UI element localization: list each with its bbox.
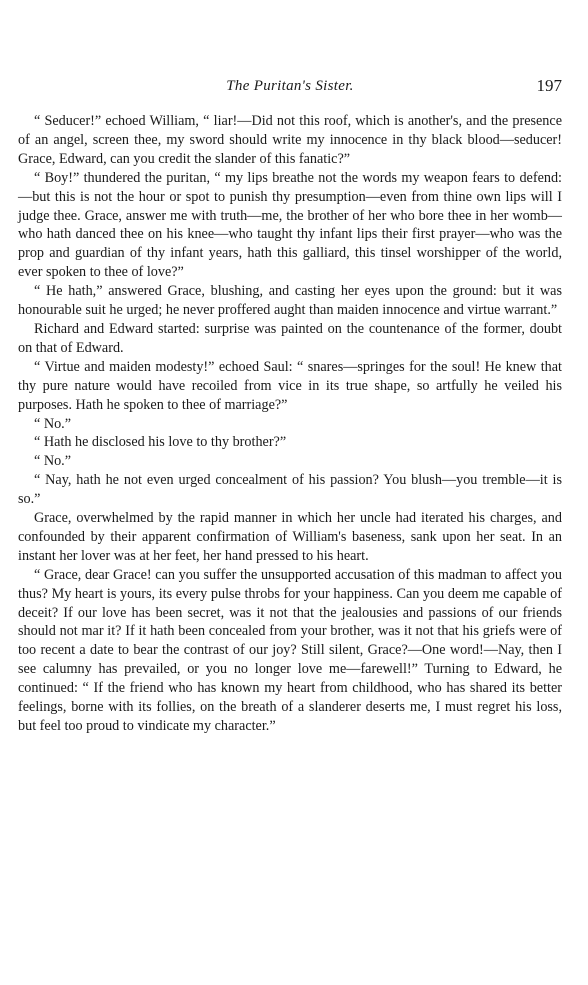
- paragraph: “ Seducer!” echoed William, “ liar!—Did not this roof, which is another's, and the presence of an angel, screen thee, my sword should write my innocence in thy black blood—seducer! Grace, Edward, can you credit the slander of this fanatic?”: [18, 113, 562, 167]
- page-number: 197: [536, 76, 562, 95]
- paragraph: “ Nay, hath he not even urged concealment of his passion? You blush—you tremble—it is so.”: [18, 472, 562, 508]
- paragraph: “ Hath he disclosed his love to thy brother?”: [34, 434, 287, 451]
- paragraph: Richard and Edward started: surprise was painted on the countenance of the former, doubt on that of Edward.: [18, 320, 562, 356]
- paragraph: “ He hath,” answered Grace, blushing, and casting her eyes upon the ground: but it was honourable suit he urged; he never proffered aught than maiden innocence and virtue warrant.”: [18, 283, 562, 319]
- page-header: [18, 78, 562, 100]
- paragraph: “ No.”: [34, 453, 72, 470]
- paragraph: “ Boy!” thundered the puritan, “ my lips breathe not the words my weapon fears to defend:—but this is not the hour or spot to punish thy presumption—even from thine own lips will I judge thee. Grace, answer me with truth—me, the brother of her who bore thee in her womb—who hath danced thee on his knee—who taught thy infant lips their first prayer—who was the prop and guardian of thy infant years, hath this galliard, this tinsel worshipper of the world, ever spoken to thee of love?”: [18, 169, 562, 281]
- paragraph: “ Grace, dear Grace! can you suffer the unsupported accusation of this madman to affect you thus? My heart is yours, its every pulse throbs for your happiness. Can you deem me capable of deceit? If our love has been secret, was it not that the jealousies and passions of our friends should not mar it? If it hath been concealed from your brother, was it not that his griefs were of too recent a date to bear the contrast of our joy? Still silent, Grace?—One word!—Nay, then I see calumny has prevailed, or you no longer love me—farewell!” Turning to Edward, he continued: “ If the friend who has known my heart from childhood, who has shared its better feelings, borne with its follies, on the breath of a slanderer deserts me, I must regret his loss, but feel too proud to vindicate my character.”: [18, 566, 562, 734]
- paragraph: Grace, overwhelmed by the rapid manner in which her uncle had iterated his charges, and confounded by their apparent confirmation of William's baseness, sank upon her seat. In an instant her lover was at her feet, her hand pressed to his heart.: [18, 510, 562, 564]
- body-text: [18, 112, 562, 736]
- paragraph: “ Virtue and maiden modesty!” echoed Saul: “ snares—springes for the soul! He knew that thy pure nature would have recoiled from vice in its true shape, so artfully he veiled his purposes. Hath he spoken to thee of marriage?”: [18, 358, 562, 413]
- paragraph: “ No.”: [34, 415, 72, 432]
- running-title: The Puritan's Sister.: [226, 78, 354, 94]
